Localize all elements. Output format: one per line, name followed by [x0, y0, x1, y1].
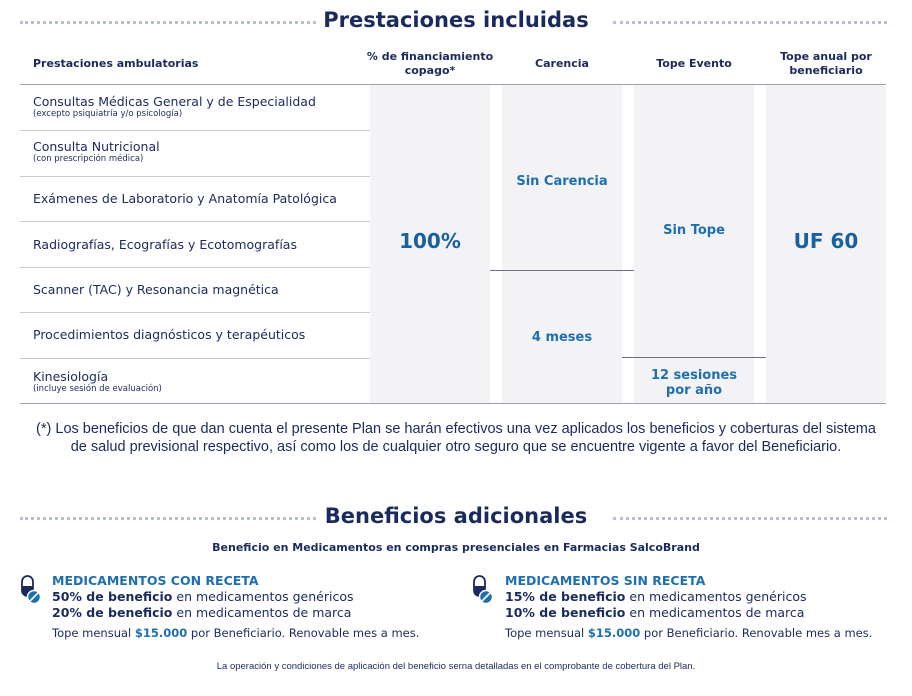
col-carencia-bg	[502, 85, 622, 403]
benefit-sin-receta	[505, 573, 872, 641]
table-row	[33, 369, 369, 394]
benefit-tope	[505, 625, 872, 641]
header-divider	[20, 84, 886, 85]
pill-capsule-icon	[470, 575, 496, 605]
title-divider-right	[613, 517, 887, 520]
title-divider-right	[613, 21, 887, 24]
row-label-radiografias: Radiografías, Ecografías y Ecotomografías	[33, 237, 297, 252]
section-title-beneficios: Beneficios adicionales	[324, 504, 588, 528]
header-carencia: Carencia	[535, 57, 589, 70]
table-bottom-divider	[20, 403, 886, 404]
tope-prefix: Tope mensual	[505, 626, 588, 640]
header-financiamiento: % de financiamiento copago*	[366, 50, 494, 77]
benefit-line-genericos	[52, 589, 419, 605]
benefit-desc: en medicamentos de marca	[625, 605, 805, 620]
tope-amount: $15.000	[134, 626, 188, 640]
benefit-line-marca	[52, 605, 419, 621]
row-divider	[20, 130, 370, 131]
tope-evento-value-sin-tope: Sin Tope	[663, 223, 725, 238]
pill-capsule-icon	[18, 575, 44, 605]
financiamiento-value: 100%	[399, 229, 461, 253]
header-tope-evento: Tope Evento	[656, 57, 732, 70]
benefit-percent: 10% de beneficio	[505, 605, 626, 620]
row-label-consultas: Consultas Médicas General y de Especialidad	[33, 94, 316, 109]
row-label-nutricional: Consulta Nutricional	[33, 139, 160, 154]
tope-suffix: por Beneficiario. Renovable mes a mes.	[640, 626, 873, 640]
carencia-divider	[490, 270, 634, 271]
row-label-kinesiologia: Kinesiología	[33, 369, 109, 384]
table-row	[33, 327, 369, 342]
table-row	[33, 139, 369, 164]
benefit-desc: en medicamentos de marca	[172, 605, 352, 620]
benefit-percent: 50% de beneficio	[52, 589, 173, 604]
benefit-percent: 20% de beneficio	[52, 605, 173, 620]
benefit-title: MEDICAMENTOS CON RECETA	[52, 573, 259, 588]
row-divider	[20, 221, 370, 222]
tope-evento-divider	[622, 357, 766, 358]
tope-prefix: Tope mensual	[52, 626, 135, 640]
carencia-value-sin-carencia: Sin Carencia	[516, 174, 608, 189]
row-label-procedimientos: Procedimientos diagnósticos y terapéuticos	[33, 327, 306, 342]
header-prestaciones: Prestaciones ambulatorias	[33, 57, 199, 70]
row-divider	[20, 267, 370, 268]
tope-anual-value: UF 60	[793, 229, 859, 253]
benefit-line-marca	[505, 605, 872, 621]
benefit-con-receta	[52, 573, 419, 641]
row-divider	[20, 358, 370, 359]
benefit-percent: 15% de beneficio	[505, 589, 626, 604]
footnote-copago: (*) Los beneficios de que dan cuenta el presente Plan se harán efectivos una vez aplicados los beneficios y coberturas del sistema de salud previsional respectivo, así como los de cualquier otro seguro que se encuentre vigente a favor del Beneficiario.	[36, 421, 876, 455]
tope-amount: $15.000	[587, 626, 641, 640]
table-row	[33, 191, 369, 206]
table-row	[33, 237, 369, 252]
beneficios-subtitle: Beneficio en Medicamentos en compras presenciales en Farmacias SalcoBrand	[212, 541, 700, 554]
row-divider	[20, 312, 370, 313]
row-label-examenes: Exámenes de Laboratorio y Anatomía Patológica	[33, 191, 337, 206]
tope-suffix: por Beneficiario. Renovable mes a mes.	[187, 626, 420, 640]
footer-disclaimer: La operación y condiciones de aplicación del beneficio serna detalladas en el comprobante de cobertura del Plan.	[216, 661, 696, 672]
benefit-tope	[52, 625, 419, 641]
col-tope-evento-bg	[634, 85, 754, 403]
row-sublabel-kinesiologia: (incluye sesión de evaluación)	[33, 384, 162, 394]
benefit-line-genericos	[505, 589, 872, 605]
benefit-desc: en medicamentos genéricos	[625, 589, 807, 604]
benefit-desc: en medicamentos genéricos	[172, 589, 354, 604]
carencia-value-4-meses: 4 meses	[531, 330, 593, 345]
table-row	[33, 94, 369, 119]
row-sublabel-consultas: (excepto psiquiatría y/o psicología)	[33, 109, 183, 119]
header-tope-anual: Tope anual por beneficiario	[780, 50, 872, 77]
row-divider	[20, 176, 370, 177]
row-sublabel-nutricional: (con prescripción médica)	[33, 154, 144, 164]
table-row	[33, 282, 369, 297]
tope-evento-value-sesiones: 12 sesiones por año	[650, 368, 738, 398]
benefit-title: MEDICAMENTOS SIN RECETA	[505, 573, 706, 588]
row-label-scanner: Scanner (TAC) y Resonancia magnética	[33, 282, 279, 297]
section-title-prestaciones: Prestaciones incluidas	[323, 8, 589, 32]
